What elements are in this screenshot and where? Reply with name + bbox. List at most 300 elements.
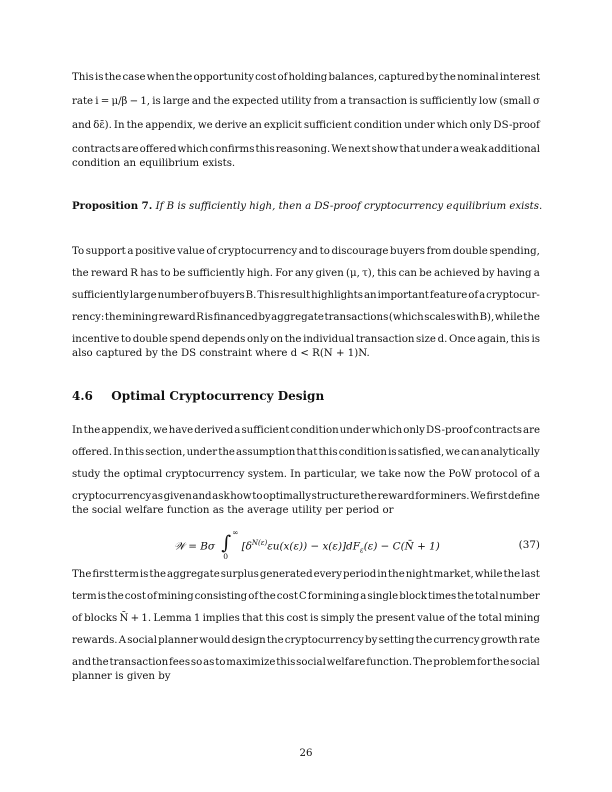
- word: interest: [499, 72, 540, 83]
- word: for: [415, 491, 431, 502]
- word: how: [230, 491, 252, 502]
- para2-line-1: [72, 246, 540, 258]
- word: currency: [433, 635, 480, 646]
- word: captured: [378, 72, 425, 83]
- word: of: [248, 591, 259, 602]
- word: this: [265, 613, 285, 624]
- word: The: [412, 657, 433, 668]
- word: explicit: [263, 120, 302, 131]
- word: under: [339, 425, 371, 436]
- word: for: [307, 591, 323, 602]
- word: cryptocurrency: [165, 469, 245, 480]
- word: we: [360, 469, 376, 480]
- word: we: [197, 120, 213, 131]
- word: weak: [460, 144, 488, 155]
- word: have: [168, 425, 194, 436]
- word: aggregate: [271, 312, 324, 323]
- word: the: [284, 334, 302, 345]
- word: miners.: [430, 491, 470, 502]
- para4-line-5: [72, 657, 540, 669]
- word: that: [242, 613, 263, 624]
- word: τ),: [362, 268, 375, 279]
- integral-sign: ∫: [221, 532, 232, 555]
- word: are: [523, 425, 540, 436]
- word: high.: [246, 268, 273, 279]
- word: derived: [194, 425, 234, 436]
- word: d.: [437, 334, 448, 345]
- word: i: [95, 96, 99, 107]
- section-title: Optimal Cryptocurrency Design: [111, 389, 325, 403]
- para4-line-2: [72, 591, 540, 603]
- word: simply: [320, 613, 355, 624]
- word: the: [92, 657, 109, 668]
- word: setting: [378, 635, 415, 646]
- word: nominal: [457, 72, 499, 83]
- word: is: [152, 96, 161, 107]
- word: DS-proof: [493, 120, 540, 131]
- word: This: [257, 290, 280, 301]
- word: spend: [169, 334, 201, 345]
- word: balances,: [328, 72, 378, 83]
- word: number: [157, 290, 198, 301]
- word: particular,: [303, 469, 358, 480]
- word: spending,: [489, 246, 540, 257]
- word: only: [403, 425, 425, 436]
- word: value: [417, 613, 445, 624]
- word: design: [231, 635, 266, 646]
- integral-lower-limit: 0: [223, 552, 229, 562]
- word: analytically: [480, 447, 540, 458]
- word: a: [360, 591, 367, 602]
- word: optimal: [123, 469, 163, 480]
- word: of: [520, 469, 531, 480]
- word: number: [499, 591, 540, 602]
- proposition-text: If B is sufficiently high, then a DS-proof cryptocurrency equilibrium exists.: [155, 201, 543, 212]
- para3-line-3: [72, 469, 540, 481]
- word: welfare: [326, 657, 366, 668]
- word: the: [72, 268, 89, 279]
- word: to: [160, 268, 171, 279]
- para2-line-4: [72, 312, 540, 324]
- word: individual: [303, 334, 355, 345]
- word: In: [72, 425, 83, 436]
- word: and: [72, 657, 92, 668]
- word: structure: [311, 491, 360, 502]
- word: to: [215, 657, 226, 668]
- word: R: [196, 312, 204, 323]
- para1-line-1: [72, 72, 540, 84]
- para2-line-2: [72, 268, 540, 280]
- word: that: [296, 447, 318, 458]
- word: rate: [72, 96, 94, 107]
- word: In: [113, 447, 124, 458]
- word: the: [439, 72, 456, 83]
- word: while: [494, 312, 523, 323]
- word: rency:: [72, 312, 105, 323]
- word: opportunity: [193, 72, 254, 83]
- word: the: [388, 569, 405, 580]
- word: on: [270, 334, 284, 345]
- word: buyers: [209, 290, 245, 301]
- word: a: [127, 246, 134, 257]
- word: and: [298, 246, 318, 257]
- word: single: [367, 591, 399, 602]
- word: the: [107, 591, 124, 602]
- word: This: [72, 72, 94, 83]
- word: this: [377, 268, 397, 279]
- word: (which: [388, 312, 424, 323]
- word: which: [177, 144, 209, 155]
- word: in: [377, 569, 388, 580]
- word: PoW: [448, 469, 472, 480]
- word: −: [129, 96, 139, 107]
- para3-line-1: [72, 425, 540, 437]
- word: social: [296, 657, 326, 668]
- word: a: [452, 144, 460, 155]
- word: present: [375, 613, 415, 624]
- word: important: [377, 290, 429, 301]
- word: case: [122, 72, 146, 83]
- integrand-tail: (ε) − C(N̄ + 1): [363, 540, 440, 553]
- word: this: [318, 447, 338, 458]
- word: maximize: [226, 657, 276, 668]
- word: (small: [499, 96, 531, 107]
- para3-line-2: [72, 447, 540, 459]
- word: under: [186, 447, 218, 458]
- word: additional: [488, 144, 540, 155]
- word: We: [470, 491, 486, 502]
- para1-line-3: [72, 120, 540, 132]
- word: highlights: [311, 290, 363, 301]
- word: holding: [288, 72, 328, 83]
- word: confirms: [209, 144, 255, 155]
- word: support: [85, 246, 126, 257]
- word: the: [457, 591, 474, 602]
- word: while: [474, 569, 503, 580]
- word: is: [388, 447, 397, 458]
- para2-line-3: [72, 290, 540, 302]
- equation-37: [72, 528, 540, 564]
- word: 1,: [140, 96, 151, 107]
- word: the: [356, 613, 374, 624]
- word: times: [427, 591, 457, 602]
- word: scales: [424, 312, 456, 323]
- para4-line-1: [72, 569, 540, 581]
- word: transaction: [348, 96, 408, 107]
- word: having: [496, 268, 532, 279]
- word: expected: [232, 96, 279, 107]
- word: which: [436, 120, 468, 131]
- word: system.: [247, 469, 287, 480]
- integral-upper-limit: ∞: [232, 528, 239, 538]
- word: are: [121, 144, 139, 155]
- integrand-rest: εu(x(ε)) − x(ε)]dF: [267, 540, 360, 553]
- word: reward: [90, 268, 129, 279]
- word: large: [129, 290, 157, 301]
- word: reward: [158, 312, 196, 323]
- word: would: [199, 635, 231, 646]
- word: the: [104, 72, 122, 83]
- word: double: [452, 246, 488, 257]
- word: the: [259, 591, 276, 602]
- word: to: [120, 334, 132, 345]
- word: surplus: [220, 569, 259, 580]
- word: to: [319, 246, 330, 257]
- word: the: [175, 72, 193, 83]
- word: The: [72, 569, 92, 580]
- word: the: [360, 491, 377, 502]
- word: night: [405, 569, 433, 580]
- word: cryptocur-: [486, 290, 540, 301]
- exponent: N(ε): [251, 539, 268, 547]
- para4-line-3: [72, 613, 540, 625]
- word: block: [399, 591, 427, 602]
- word: as: [203, 657, 215, 668]
- para3-line-4: [72, 491, 540, 503]
- word: blocks: [84, 613, 118, 624]
- word: the: [415, 635, 433, 646]
- word: B),: [479, 312, 495, 323]
- word: section,: [145, 447, 186, 458]
- word: of: [206, 246, 217, 257]
- word: this: [124, 447, 145, 458]
- word: define: [507, 491, 540, 502]
- word: is: [531, 334, 540, 345]
- word: the: [523, 312, 540, 323]
- word: by: [425, 72, 439, 83]
- word: A: [118, 635, 127, 646]
- word: is: [309, 613, 319, 624]
- word: For: [275, 268, 293, 279]
- word: protocol: [474, 469, 518, 480]
- word: a: [533, 469, 540, 480]
- word: cost: [124, 591, 146, 602]
- word: the: [126, 120, 144, 131]
- word: social: [127, 635, 157, 646]
- word: from: [313, 96, 338, 107]
- word: In: [113, 120, 125, 131]
- word: function.: [366, 657, 413, 668]
- word: this: [255, 144, 275, 155]
- word: which: [371, 425, 403, 436]
- word: sufficient: [241, 425, 290, 436]
- integrand-start: [δ: [241, 540, 252, 553]
- word: when: [146, 72, 175, 83]
- word: a: [479, 290, 486, 301]
- word: B.: [245, 290, 257, 301]
- word: of: [277, 72, 288, 83]
- word: to: [252, 491, 263, 502]
- word: be: [419, 268, 432, 279]
- word: depends: [201, 334, 246, 345]
- word: now: [404, 469, 426, 480]
- word: study: [72, 469, 101, 480]
- word: mining: [122, 312, 158, 323]
- word: of: [468, 290, 479, 301]
- word: the: [218, 447, 235, 458]
- word: ask: [212, 491, 230, 502]
- word: from: [426, 246, 452, 257]
- word: is: [94, 72, 104, 83]
- proposition-7: [72, 200, 543, 213]
- word: an: [249, 120, 262, 131]
- word: optimally: [263, 491, 312, 502]
- word: is: [139, 569, 149, 580]
- word: generated: [259, 569, 313, 580]
- word: only: [247, 334, 269, 345]
- word: =: [100, 96, 110, 107]
- word: derive: [214, 120, 248, 131]
- word: contracts: [72, 144, 121, 155]
- word: σ: [532, 96, 540, 107]
- equation-lhs: 𝒲 = Bσ: [174, 540, 215, 553]
- word: the: [492, 657, 510, 668]
- word: term: [72, 591, 97, 602]
- word: be: [172, 268, 186, 279]
- word: 1: [193, 613, 201, 624]
- word: (μ,: [346, 268, 360, 279]
- word: this: [510, 334, 530, 345]
- word: every: [313, 569, 343, 580]
- word: for: [477, 657, 492, 668]
- word: offered.: [72, 447, 113, 458]
- word: C: [298, 591, 307, 602]
- word: is: [204, 312, 213, 323]
- word: the: [459, 613, 476, 624]
- word: total: [478, 613, 502, 624]
- word: satisfied,: [397, 447, 445, 458]
- word: sufficiently: [187, 268, 245, 279]
- para2-line-6: also captured by the DS constraint where d < R(N + 1)N.: [72, 348, 370, 359]
- word: assumption: [236, 447, 296, 458]
- word: financed: [213, 312, 258, 323]
- word: growth: [480, 635, 518, 646]
- word: Once: [448, 334, 476, 345]
- word: can: [398, 268, 417, 279]
- word: is: [409, 96, 418, 107]
- word: feature: [429, 290, 468, 301]
- word: achieved: [434, 268, 480, 279]
- word: cryptocurrency: [284, 635, 364, 646]
- word: reasoning.: [275, 144, 331, 155]
- word: condition: [353, 120, 403, 131]
- proposition-label: Proposition 7.: [72, 200, 153, 212]
- word: implies: [202, 613, 240, 624]
- word: condition: [338, 447, 387, 458]
- word: cost: [255, 72, 277, 83]
- word: value: [177, 246, 205, 257]
- word: with: [456, 312, 479, 323]
- word: of: [72, 613, 82, 624]
- word: positive: [135, 246, 176, 257]
- word: discourage: [331, 246, 389, 257]
- word: the: [428, 469, 446, 480]
- word: market,: [433, 569, 474, 580]
- word: δε̄).: [93, 120, 112, 131]
- word: first: [92, 569, 114, 580]
- word: transactions: [324, 312, 389, 323]
- word: +: [130, 613, 140, 624]
- page-number: 26: [299, 748, 313, 759]
- word: and: [72, 120, 92, 131]
- word: that: [399, 144, 421, 155]
- word: 1.: [141, 613, 152, 624]
- para2-line-5: [72, 334, 540, 346]
- word: is: [97, 591, 107, 602]
- word: size: [416, 334, 436, 345]
- word: R: [130, 268, 138, 279]
- word: social: [510, 657, 540, 668]
- word: double: [132, 334, 168, 345]
- word: of: [146, 591, 157, 602]
- word: sufficient: [303, 120, 352, 131]
- word: by: [258, 312, 271, 323]
- word: a: [234, 425, 241, 436]
- word: we: [152, 425, 168, 436]
- word: any: [294, 268, 314, 279]
- word: under: [404, 120, 435, 131]
- word: low: [479, 96, 498, 107]
- word: of: [198, 290, 209, 301]
- word: condition: [290, 425, 339, 436]
- word: mining: [157, 591, 194, 602]
- word: rate: [518, 635, 540, 646]
- word: cryptocurrency: [217, 246, 298, 257]
- word: the: [213, 96, 230, 107]
- word: cryptocurrency: [72, 491, 152, 502]
- word: buyers: [390, 246, 426, 257]
- subscript: ε: [359, 546, 364, 555]
- word: the: [266, 635, 284, 646]
- word: fees: [169, 657, 191, 668]
- word: cost: [276, 591, 298, 602]
- word: given: [163, 491, 192, 502]
- word: planner: [158, 635, 199, 646]
- word: we: [445, 447, 461, 458]
- word: this: [276, 657, 296, 668]
- word: problem: [433, 657, 477, 668]
- word: contracts: [473, 425, 522, 436]
- word: only: [469, 120, 492, 131]
- word: next: [348, 144, 371, 155]
- word: total: [474, 591, 499, 602]
- word: and: [192, 491, 212, 502]
- para1-line-4: [72, 144, 540, 156]
- word: result: [280, 290, 311, 301]
- word: so: [190, 657, 203, 668]
- word: transaction: [109, 657, 169, 668]
- word: DS-proof: [426, 425, 473, 436]
- word: incentive: [72, 334, 120, 345]
- para1-line-2: [72, 96, 540, 108]
- equation-body: [174, 528, 440, 562]
- word: Lemma: [153, 613, 192, 624]
- equation-number: (37): [518, 539, 540, 551]
- word: of: [447, 613, 458, 624]
- word: first: [486, 491, 508, 502]
- word: appendix,: [145, 120, 196, 131]
- word: the: [149, 569, 167, 580]
- word: given: [315, 268, 344, 279]
- word: We: [331, 144, 348, 155]
- word: In: [290, 469, 301, 480]
- word: To: [72, 246, 85, 257]
- word: term: [114, 569, 139, 580]
- word: last: [521, 569, 540, 580]
- word: sufficiently: [419, 96, 477, 107]
- word: an: [363, 290, 377, 301]
- para3-line-5: the social welfare function as the average utility per period or: [72, 505, 394, 516]
